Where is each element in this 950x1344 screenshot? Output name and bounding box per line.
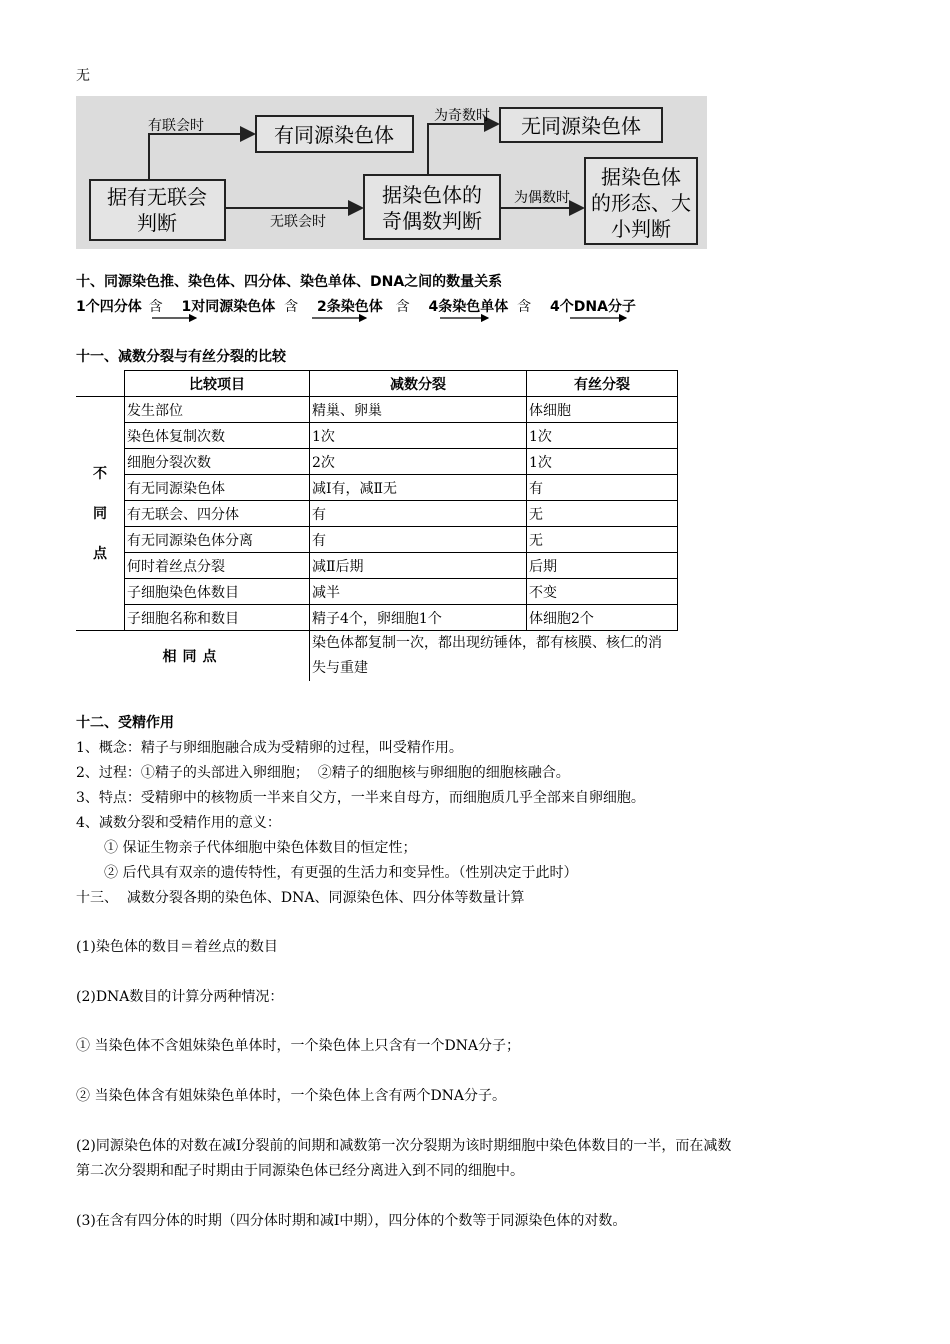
term-dna: 4个DNA分子 (550, 299, 636, 315)
header-item: 比较项目 (125, 371, 310, 397)
contains-1: 含 (148, 299, 163, 315)
section13-p5a: (2)同源染色体的对数在减Ⅰ分裂前的间期和减数第一次分裂期为该时期细胞中染色体数目的一半，而在减数 (76, 1138, 732, 1154)
table-row-same (76, 631, 678, 682)
table-row (76, 553, 678, 579)
term-homologous-pair: 1对同源染色体 (181, 299, 276, 315)
cell-item: 何时着丝点分裂 (125, 553, 310, 579)
cell-mitosis: 1次 (527, 423, 678, 449)
section12-p4: 4、减数分裂和受精作用的意义： (76, 815, 281, 831)
box-oddeven-line2: 奇偶数判断 (382, 209, 482, 233)
term-chromosomes: 2条染色体 (317, 299, 383, 315)
cell-item: 发生部位 (125, 397, 310, 423)
section12-p3: 3、特点：受精卵中的核物质一半来自父方，一半来自母方，而细胞质几乎全部来自卵细胞。 (76, 790, 645, 806)
section12-p1: 1、概念：精子与卵细胞融合成为受精卵的过程，叫受精作用。 (76, 740, 463, 756)
cell-meiosis: 减半 (310, 579, 527, 605)
cell-item: 细胞分裂次数 (125, 449, 310, 475)
table-row (76, 449, 678, 475)
box-start-line2: 判断 (137, 211, 177, 235)
header-meiosis: 减数分裂 (310, 371, 527, 397)
table-row (76, 423, 678, 449)
header-mitosis: 有丝分裂 (527, 371, 678, 397)
cell-mitosis: 有 (527, 475, 678, 501)
top-line: 无 (76, 68, 90, 84)
contains-3: 含 (395, 299, 410, 315)
section13-p5b: 第二次分裂期和配子时期由于同源染色体已经分离进入到不同的细胞中。 (76, 1163, 524, 1179)
box-shape-line2: 的形态、大 (591, 191, 691, 215)
section13-p1: (1)染色体的数目＝着丝点的数目 (76, 939, 278, 955)
cell-item: 有无同源染色体 (125, 475, 310, 501)
cell-meiosis: 有 (310, 501, 527, 527)
section13-p3: ① 当染色体不含姐妹染色单体时，一个染色体上只含有一个DNA分子； (76, 1038, 521, 1054)
arrow-synapsis (149, 134, 254, 180)
diff-char-2: 同 (93, 505, 107, 522)
cell-item: 子细胞名称和数目 (125, 605, 310, 631)
cell-item: 染色体复制次数 (125, 423, 310, 449)
section13-p2: (2)DNA数目的计算分两种情况： (76, 989, 284, 1005)
box-start-line1: 据有无联会 (107, 185, 207, 209)
cell-mitosis: 无 (527, 527, 678, 553)
header-empty (76, 371, 125, 397)
section12-title: 十二、受精作用 (76, 715, 174, 731)
diff-char-1: 不 (93, 465, 107, 482)
cell-mitosis: 不变 (527, 579, 678, 605)
cell-mitosis: 体细胞2个 (527, 605, 678, 631)
cell-meiosis: 减Ⅱ后期 (310, 553, 527, 579)
comparison-table (76, 370, 678, 681)
contains-2: 含 (284, 299, 299, 315)
label-odd: 为奇数时 (434, 108, 490, 124)
label-even: 为偶数时 (514, 190, 570, 206)
section13-p6: (3)在含有四分体的时期（四分体时期和减Ⅰ中期），四分体的个数等于同源染色体的对数。 (76, 1213, 627, 1229)
table-row (76, 605, 678, 631)
box-shape-line1: 据染色体 (601, 165, 681, 189)
term-chromatids: 4条染色单体 (428, 299, 509, 315)
section12-p5: ① 保证生物亲子代体细胞中染色体数目的恒定性； (104, 840, 417, 856)
same-value: 染色体都复制一次，都出现纺锤体，都有核膜、核仁的消失与重建 (310, 631, 678, 682)
cell-meiosis: 减Ⅰ有，减Ⅱ无 (310, 475, 527, 501)
section13-title: 十三、 减数分裂各期的染色体、DNA、同源染色体、四分体等数量计算 (76, 890, 525, 906)
box-oddeven-line1: 据染色体的 (382, 183, 482, 207)
cell-meiosis: 1次 (310, 423, 527, 449)
contains-4: 含 (517, 299, 532, 315)
term-tetrad: 1个四分体 (76, 299, 142, 315)
diff-char-3: 点 (93, 545, 107, 562)
cell-meiosis: 精子4个，卵细胞1个 (310, 605, 527, 631)
diff-label (76, 397, 125, 631)
label-no-synapsis: 无联会时 (270, 214, 326, 230)
section12-p6: ② 后代具有双亲的遗传特性，有更强的生活力和变异性。（性别决定于此时） (104, 865, 578, 881)
section10-title: 十、同源染色推、染色体、四分体、染色单体、DNA之间的数量关系 (76, 274, 503, 290)
box-shape-line3: 小判断 (611, 217, 671, 241)
section11-title: 十一、减数分裂与有丝分裂的比较 (76, 349, 286, 365)
relation-arrows (76, 300, 636, 324)
table-row (76, 527, 678, 553)
cell-mitosis: 体细胞 (527, 397, 678, 423)
table-row (76, 397, 678, 423)
cell-mitosis: 后期 (527, 553, 678, 579)
section12-p2: 2、过程：①精子的头部进入卵细胞； ②精子的细胞核与卵细胞的细胞核融合。 (76, 765, 570, 781)
same-label: 相同点 (76, 631, 310, 682)
cell-meiosis: 有 (310, 527, 527, 553)
table-row (76, 475, 678, 501)
cell-item: 有无同源染色体分离 (125, 527, 310, 553)
table-header-row (76, 371, 678, 397)
box-no-homologous-label: 无同源染色体 (521, 114, 641, 138)
label-synapsis: 有联会时 (148, 118, 204, 134)
cell-mitosis: 无 (527, 501, 678, 527)
cell-item: 有无联会、四分体 (125, 501, 310, 527)
cell-meiosis: 2次 (310, 449, 527, 475)
table-row (76, 501, 678, 527)
table-row (76, 579, 678, 605)
cell-mitosis: 1次 (527, 449, 678, 475)
box-homologous-label: 有同源染色体 (274, 123, 394, 147)
cell-item: 子细胞染色体数目 (125, 579, 310, 605)
flow-diagram (76, 96, 707, 249)
arrow-odd (428, 124, 498, 175)
section13-p4: ② 当染色体含有姐妹染色单体时，一个染色体上含有两个DNA分子。 (76, 1088, 507, 1104)
cell-meiosis: 精巢、卵巢 (310, 397, 527, 423)
